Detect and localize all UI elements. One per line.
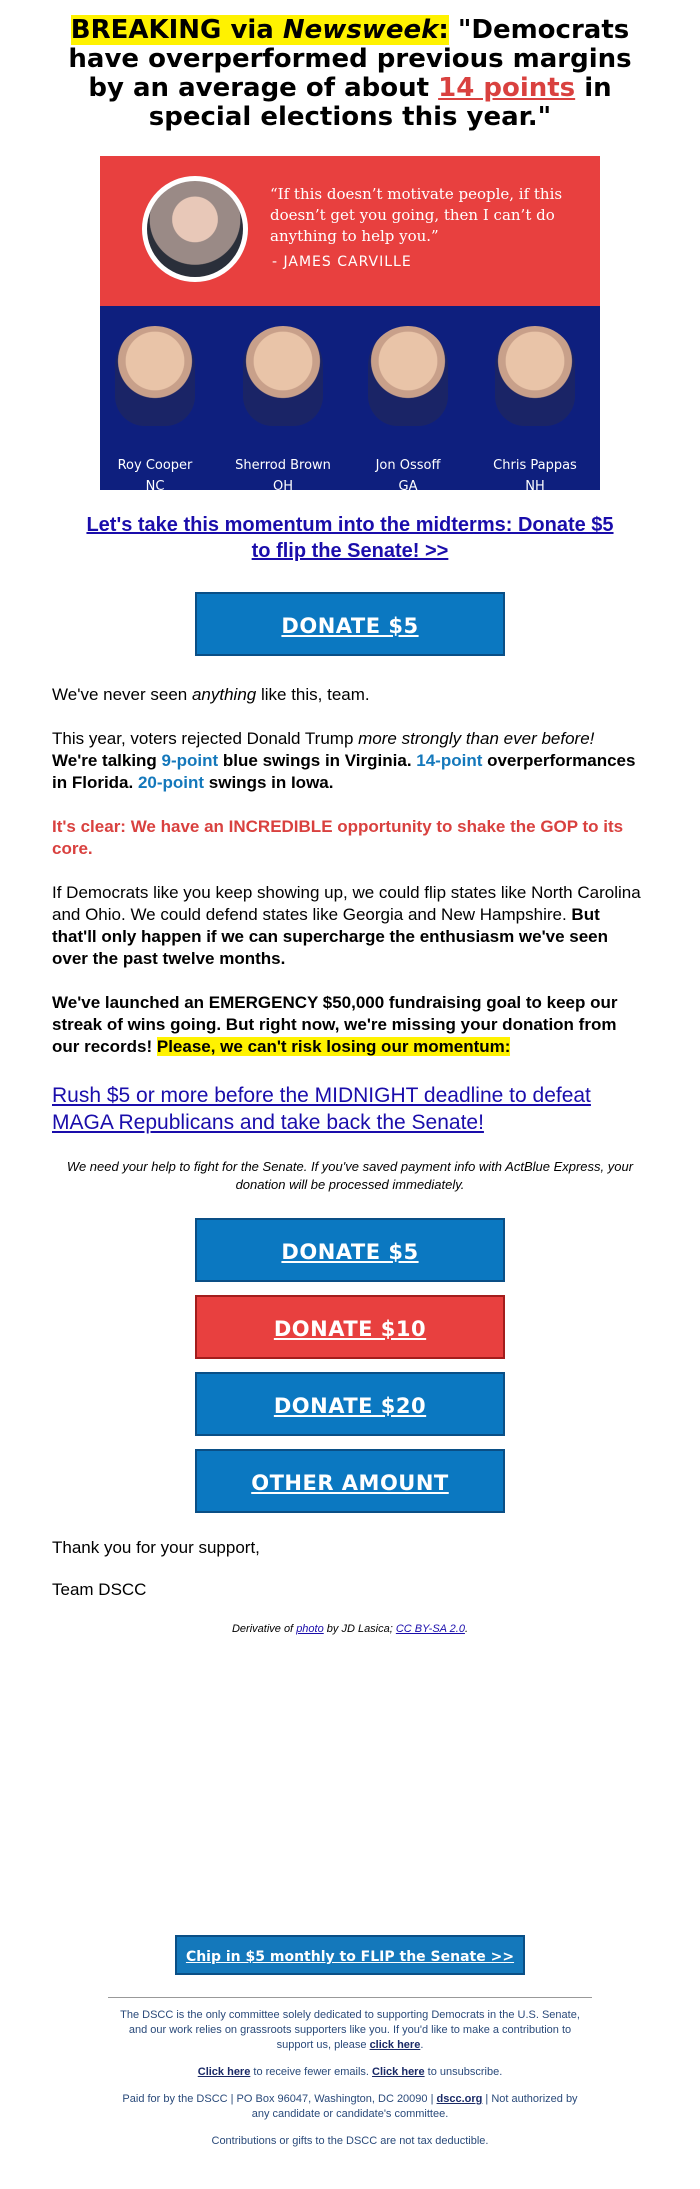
other-amount-button[interactable]: OTHER AMOUNT bbox=[195, 1449, 505, 1513]
photo-credit: Derivative of photo by JD Lasica; CC BY-SA 2.0. bbox=[231, 1623, 468, 1635]
person-1-photo bbox=[115, 326, 195, 426]
person-2-photo bbox=[243, 326, 323, 426]
person-4-name: Chris Pappas bbox=[493, 458, 577, 473]
paragraph-5: We've launched an EMERGENCY $50,000 fundraising goal to keep our streak of wins going. But right now, we're missing your donation from our records! Please, we can't risk losing our momentum: bbox=[52, 993, 618, 1056]
monthly-chip-in-button[interactable]: Chip in $5 monthly to FLIP the Senate >> bbox=[175, 1935, 525, 1975]
fewer-emails-link[interactable]: Click here bbox=[197, 2066, 251, 2078]
footer-about: The DSCC is the only committee solely dedicated to supporting Democrats in the U.S. Senate, and our work relies on grassroots supporters like you. If you'd like to make a contribution to support us, please click here. bbox=[120, 2009, 580, 2051]
footer bbox=[115, 2008, 585, 2149]
paragraph-3: It's clear: We have an INCREDIBLE opportunity to shake the GOP to its core. bbox=[52, 817, 624, 858]
footer-email-prefs: Click here to receive fewer emails. Click here to unsubscribe. bbox=[197, 2066, 503, 2078]
person-3-state: GA bbox=[398, 479, 418, 494]
headline-points: 14 points bbox=[438, 73, 576, 103]
hero-quote-attribution: - JAMES CARVILLE bbox=[272, 254, 412, 270]
signoff: Thank you for your support, bbox=[52, 1538, 260, 1557]
headline-highlight bbox=[71, 15, 449, 45]
person-3-photo bbox=[368, 326, 448, 426]
headline-outlet: Newsweek bbox=[282, 15, 439, 45]
rush-donate-link[interactable]: Rush $5 or more before the MIDNIGHT deadline to defeat MAGA Republicans and take back the Senate! bbox=[52, 1084, 591, 1134]
actblue-note: We need your help to fight for the Senate. If you've saved payment info with ActBlue Express, your donation will be processed immediately. bbox=[66, 1159, 634, 1192]
paragraph-2: This year, voters rejected Donald Trump more strongly than ever before! We're talking 9-point blue swings in Virginia. 14-point overperformances in Florida. 20-point swings in Iowa. bbox=[52, 729, 636, 792]
donate-20-button[interactable]: DONATE $20 bbox=[195, 1372, 505, 1436]
license-link[interactable]: CC BY-SA 2.0 bbox=[395, 1623, 465, 1635]
donate-5-button-top[interactable]: DONATE $5 bbox=[195, 592, 505, 656]
headline-quote-1: "Democrats have overperformed previous margins by an average of about bbox=[68, 15, 632, 103]
momentum-donate-link[interactable]: Let's take this momentum into the midterms: Donate $5 to flip the Senate! >> bbox=[86, 514, 614, 562]
person-1-name: Roy Cooper bbox=[117, 458, 193, 473]
donate-5-button[interactable]: DONATE $5 bbox=[195, 1218, 505, 1282]
person-2 bbox=[228, 326, 338, 494]
hero-quote: “If this doesn’t motivate people, if this doesn’t get you going, then I can’t do anything to help you.” bbox=[270, 185, 563, 245]
footer-divider bbox=[108, 1997, 592, 1998]
paragraph-4: If Democrats like you keep showing up, we could flip states like North Carolina and Ohio. We could defend states like Georgia and New Hampshire. But that'll only happen if we can supercharge the enthusiasm we've seen over the past twelve months. bbox=[52, 883, 641, 968]
paragraph-1: We've never seen anything like this, team. bbox=[52, 685, 370, 704]
contribute-link[interactable]: click here bbox=[369, 2039, 421, 2051]
person-2-name: Sherrod Brown bbox=[235, 458, 331, 473]
headline-colon: : bbox=[438, 15, 449, 45]
person-4-state: NH bbox=[525, 479, 545, 494]
person-1-state: NC bbox=[145, 479, 165, 494]
donate-10-button[interactable]: DONATE $10 bbox=[195, 1295, 505, 1359]
unsubscribe-link[interactable]: Click here bbox=[372, 2066, 425, 2078]
person-4 bbox=[480, 326, 590, 494]
carville-portrait bbox=[142, 176, 248, 282]
footer-paid-for: Paid for by the DSCC | PO Box 96047, Washington, DC 20090 | dscc.org | Not authorized by any candidate or candidate's committee. bbox=[122, 2093, 578, 2120]
person-4-photo bbox=[495, 326, 575, 426]
headline-breaking: BREAKING via bbox=[70, 15, 283, 45]
person-3 bbox=[353, 326, 463, 494]
person-1 bbox=[100, 326, 210, 494]
headline-quote-2: in special elections this year." bbox=[148, 73, 612, 132]
hero-people-panel bbox=[100, 306, 600, 494]
dscc-link[interactable]: dscc.org bbox=[436, 2093, 483, 2105]
hero-quote-panel bbox=[100, 156, 600, 306]
person-3-name: Jon Ossoff bbox=[375, 458, 441, 473]
team-signature: Team DSCC bbox=[52, 1580, 147, 1599]
hero-image[interactable] bbox=[100, 156, 600, 494]
email-body bbox=[52, 16, 648, 2149]
photo-link[interactable]: photo bbox=[296, 1623, 324, 1635]
person-2-state: OH bbox=[272, 479, 293, 494]
footer-tax-note: Contributions or gifts to the DSCC are not tax deductible. bbox=[211, 2135, 489, 2147]
headline bbox=[52, 16, 648, 132]
